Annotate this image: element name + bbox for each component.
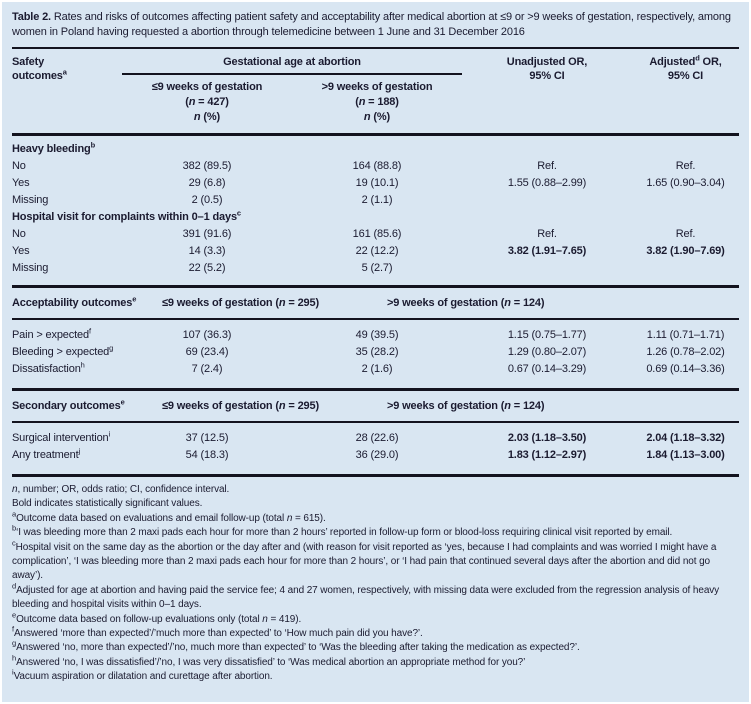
section-label: Heavy bleeding$^b$ [12, 140, 96, 155]
cell-le9: 14 (3.3) [188, 245, 226, 257]
cell-gt9: 164 (88.8) [352, 160, 402, 172]
cell-gt9: 36 (29.0) [355, 449, 399, 461]
cell-adjusted-or [632, 260, 739, 277]
row-label: Any treatment$^j$ [12, 446, 81, 461]
table-row [12, 175, 739, 192]
footnote-a: $^a$Outcome data based on evaluations and email follow-up (total n = 615). [12, 509, 326, 524]
footnote-b: $^b$‘I was bleeding more than 2 maxi pads each hour for more than 2 hours’ reported in follow-up form or blood-loss requiring clinical visit reported by email. [12, 523, 673, 539]
cell-adjusted-or: Ref. [675, 228, 696, 240]
footnote-f: $^f$Answered ‘more than expected’/’much more than expected’ to ‘How much pain did you have?’. [12, 624, 423, 640]
cell-gt9: 2 (1.1) [361, 194, 393, 206]
cell-gt9: 49 (39.5) [355, 329, 399, 341]
footnote-g: $^g$Answered ‘no, more than expected’/’no, much more than expected’ to ‘Was the bleeding after taking the medication as expected?’. [12, 639, 580, 654]
footnote-bold-note: Bold indicates statistically significant values. [12, 498, 203, 510]
cell-le9: 2 (0.5) [191, 194, 223, 206]
table-panel [2, 2, 749, 702]
divider-footnotes [12, 474, 739, 477]
footnote-i: $^i$Vacuum aspiration or dilatation and curettage after abortion. [12, 667, 273, 683]
cell-adjusted-or: 0.69 (0.14–3.36) [646, 363, 725, 375]
footnote-d: $^d$Adjusted for age at abortion and having paid the service fee; 4 and 27 women, respectively, with missing data were excluded from the regression analysis of heavy bleeding and hospital visits within 0–1 days. [12, 581, 720, 611]
row-label: Surgical intervention$^i$ [12, 429, 111, 444]
table-row [12, 344, 739, 361]
cell-gt9: 28 (22.6) [355, 432, 399, 444]
cell-unadjusted-or: Ref. [537, 160, 557, 172]
cell-gt9: 2 (1.6) [361, 363, 393, 375]
cell-gt9: 161 (85.6) [352, 228, 402, 240]
cell-unadjusted-or [462, 192, 632, 209]
cell-le9: 37 (12.5) [185, 432, 229, 444]
column-header-gt9-weeks [292, 80, 462, 125]
cell-gt9: 5 (2.7) [361, 262, 393, 274]
section-label: Hospital visit for complaints within 0–1 days$^c$ [12, 208, 241, 223]
cell-gt9: 35 (28.2) [355, 346, 399, 358]
row-label: Yes [12, 177, 30, 189]
acceptability-header-row [12, 288, 739, 318]
cell-adjusted-or [632, 192, 739, 209]
footnote-e: $^e$Outcome data based on follow-up evaluations only (total n = 419). [12, 610, 302, 625]
cell-unadjusted-or: 1.15 (0.75–1.77) [507, 329, 587, 341]
table-row [12, 243, 739, 260]
row-label: Missing [12, 262, 49, 274]
cell-adjusted-or: 1.84 (1.13–3.00) [646, 449, 725, 461]
gt9-weeks-n: (n = 188) [355, 96, 399, 108]
gt9-weeks-label: >9 weeks of gestation [321, 81, 433, 93]
cell-adjusted-or: Ref. [675, 160, 696, 172]
cell-gt9: 22 (12.2) [355, 245, 399, 257]
table-caption-text: Rates and risks of outcomes affecting patient safety and acceptability after medical abortion at ≤9 or >9 weeks of gestation, respectively, among women in Poland having requested a abortion through telemedicine between 1 June and 31 December 2016 [12, 11, 731, 38]
row-label: Missing [12, 194, 49, 206]
footnote-c: $^c$Hospital visit on the same day as the abortion or the day after and (with reason for visit reported as ‘yes, because I had complaints and was worried I might have a complication’, ‘I was bleeding more than 2 maxi pads each hour for more than 2 hours’, or ‘I had pain that continued several days after the abortion and did not go away’). [12, 538, 717, 582]
section-header-secondary: Secondary outcomes$^e$ [12, 397, 125, 412]
footnotes [12, 483, 739, 685]
table-header [12, 49, 739, 133]
cell-adjusted-or: 1.26 (0.78–2.02) [646, 346, 725, 358]
cell-unadjusted-or: 0.67 (0.14–3.29) [507, 363, 587, 375]
cell-le9: 29 (6.8) [188, 177, 226, 189]
row-label: Bleeding > expected$^g$ [12, 343, 114, 358]
secondary-le9-header: ≤9 weeks of gestation (n = 295) [162, 400, 319, 412]
cell-unadjusted-or: Ref. [537, 228, 557, 240]
secondary-section [12, 423, 739, 474]
cell-unadjusted-or: 3.82 (1.91–7.65) [507, 245, 587, 257]
secondary-gt9-header: >9 weeks of gestation (n = 124) [387, 400, 545, 412]
table-row [12, 158, 739, 175]
row-label: Yes [12, 245, 30, 257]
row-label: Dissatisfaction$^h$ [12, 360, 85, 375]
table-row [12, 260, 739, 277]
footnote-abbreviations: n, number; OR, odds ratio; CI, confidence interval. [12, 484, 230, 495]
cell-le9: 69 (23.4) [185, 346, 229, 358]
cell-le9: 391 (91.6) [182, 228, 232, 240]
cell-adjusted-or: 3.82 (1.90–7.69) [646, 245, 725, 257]
table-row [12, 327, 739, 344]
section-row-hospital-visit [12, 209, 739, 226]
gt9-weeks-npct: n (%) [363, 111, 391, 123]
secondary-header-row [12, 391, 739, 421]
cell-unadjusted-or: 1.55 (0.88–2.99) [507, 177, 587, 189]
cell-unadjusted-or: 2.03 (1.18–3.50) [507, 432, 587, 444]
footnote-h: $^h$Answered ‘no, I was dissatisfied’/’no, I was very dissatisfied’ to ‘Was medical abortion an appropriate method for you?’ [12, 653, 526, 668]
row-label: No [12, 228, 26, 240]
cell-le9: 22 (5.2) [188, 262, 226, 274]
cell-adjusted-or: 1.65 (0.90–3.04) [646, 177, 725, 189]
cell-unadjusted-or: 1.83 (1.12–2.97) [507, 449, 587, 461]
le9-weeks-label: ≤9 weeks of gestation [151, 81, 263, 93]
acceptability-gt9-header: >9 weeks of gestation (n = 124) [387, 297, 545, 309]
table-row [12, 447, 739, 464]
row-label: No [12, 160, 26, 172]
cell-adjusted-or: 2.04 (1.18–3.32) [646, 432, 725, 444]
cell-le9: 382 (89.5) [182, 160, 232, 172]
table-caption [12, 10, 739, 40]
table-row [12, 226, 739, 243]
table-number: Table 2. [12, 11, 51, 23]
table-row [12, 192, 739, 209]
cell-unadjusted-or: 1.29 (0.80–2.07) [507, 346, 587, 358]
section-row-heavy-bleeding [12, 141, 739, 158]
row-label: Pain > expected$^f$ [12, 326, 91, 341]
column-header-unadjusted-or: Unadjusted OR, 95% CI [506, 56, 588, 82]
le9-weeks-n: (n = 427) [185, 96, 229, 108]
table-row [12, 361, 739, 378]
column-header-safety-outcomes: Safety outcomes$^a$ [12, 56, 67, 82]
cell-le9: 107 (36.3) [182, 329, 232, 341]
cell-adjusted-or: 1.11 (0.71–1.71) [646, 329, 725, 341]
cell-unadjusted-or [462, 260, 632, 277]
cell-le9: 7 (2.4) [191, 363, 223, 375]
cell-gt9: 19 (10.1) [355, 177, 399, 189]
acceptability-le9-header: ≤9 weeks of gestation (n = 295) [162, 297, 319, 309]
column-header-adjusted-or: Adjusted$^d$ OR, 95% CI [649, 53, 722, 82]
column-group-gestational-age [122, 55, 462, 125]
section-header-acceptability: Acceptability outcomes$^e$ [12, 294, 137, 309]
le9-weeks-npct: n (%) [193, 111, 221, 123]
table-row [12, 430, 739, 447]
column-header-le9-weeks [122, 80, 292, 125]
safety-outcomes-section [12, 136, 739, 285]
column-header-gestational-age: Gestational age at abortion [122, 55, 462, 75]
cell-le9: 54 (18.3) [185, 449, 229, 461]
acceptability-section [12, 320, 739, 388]
